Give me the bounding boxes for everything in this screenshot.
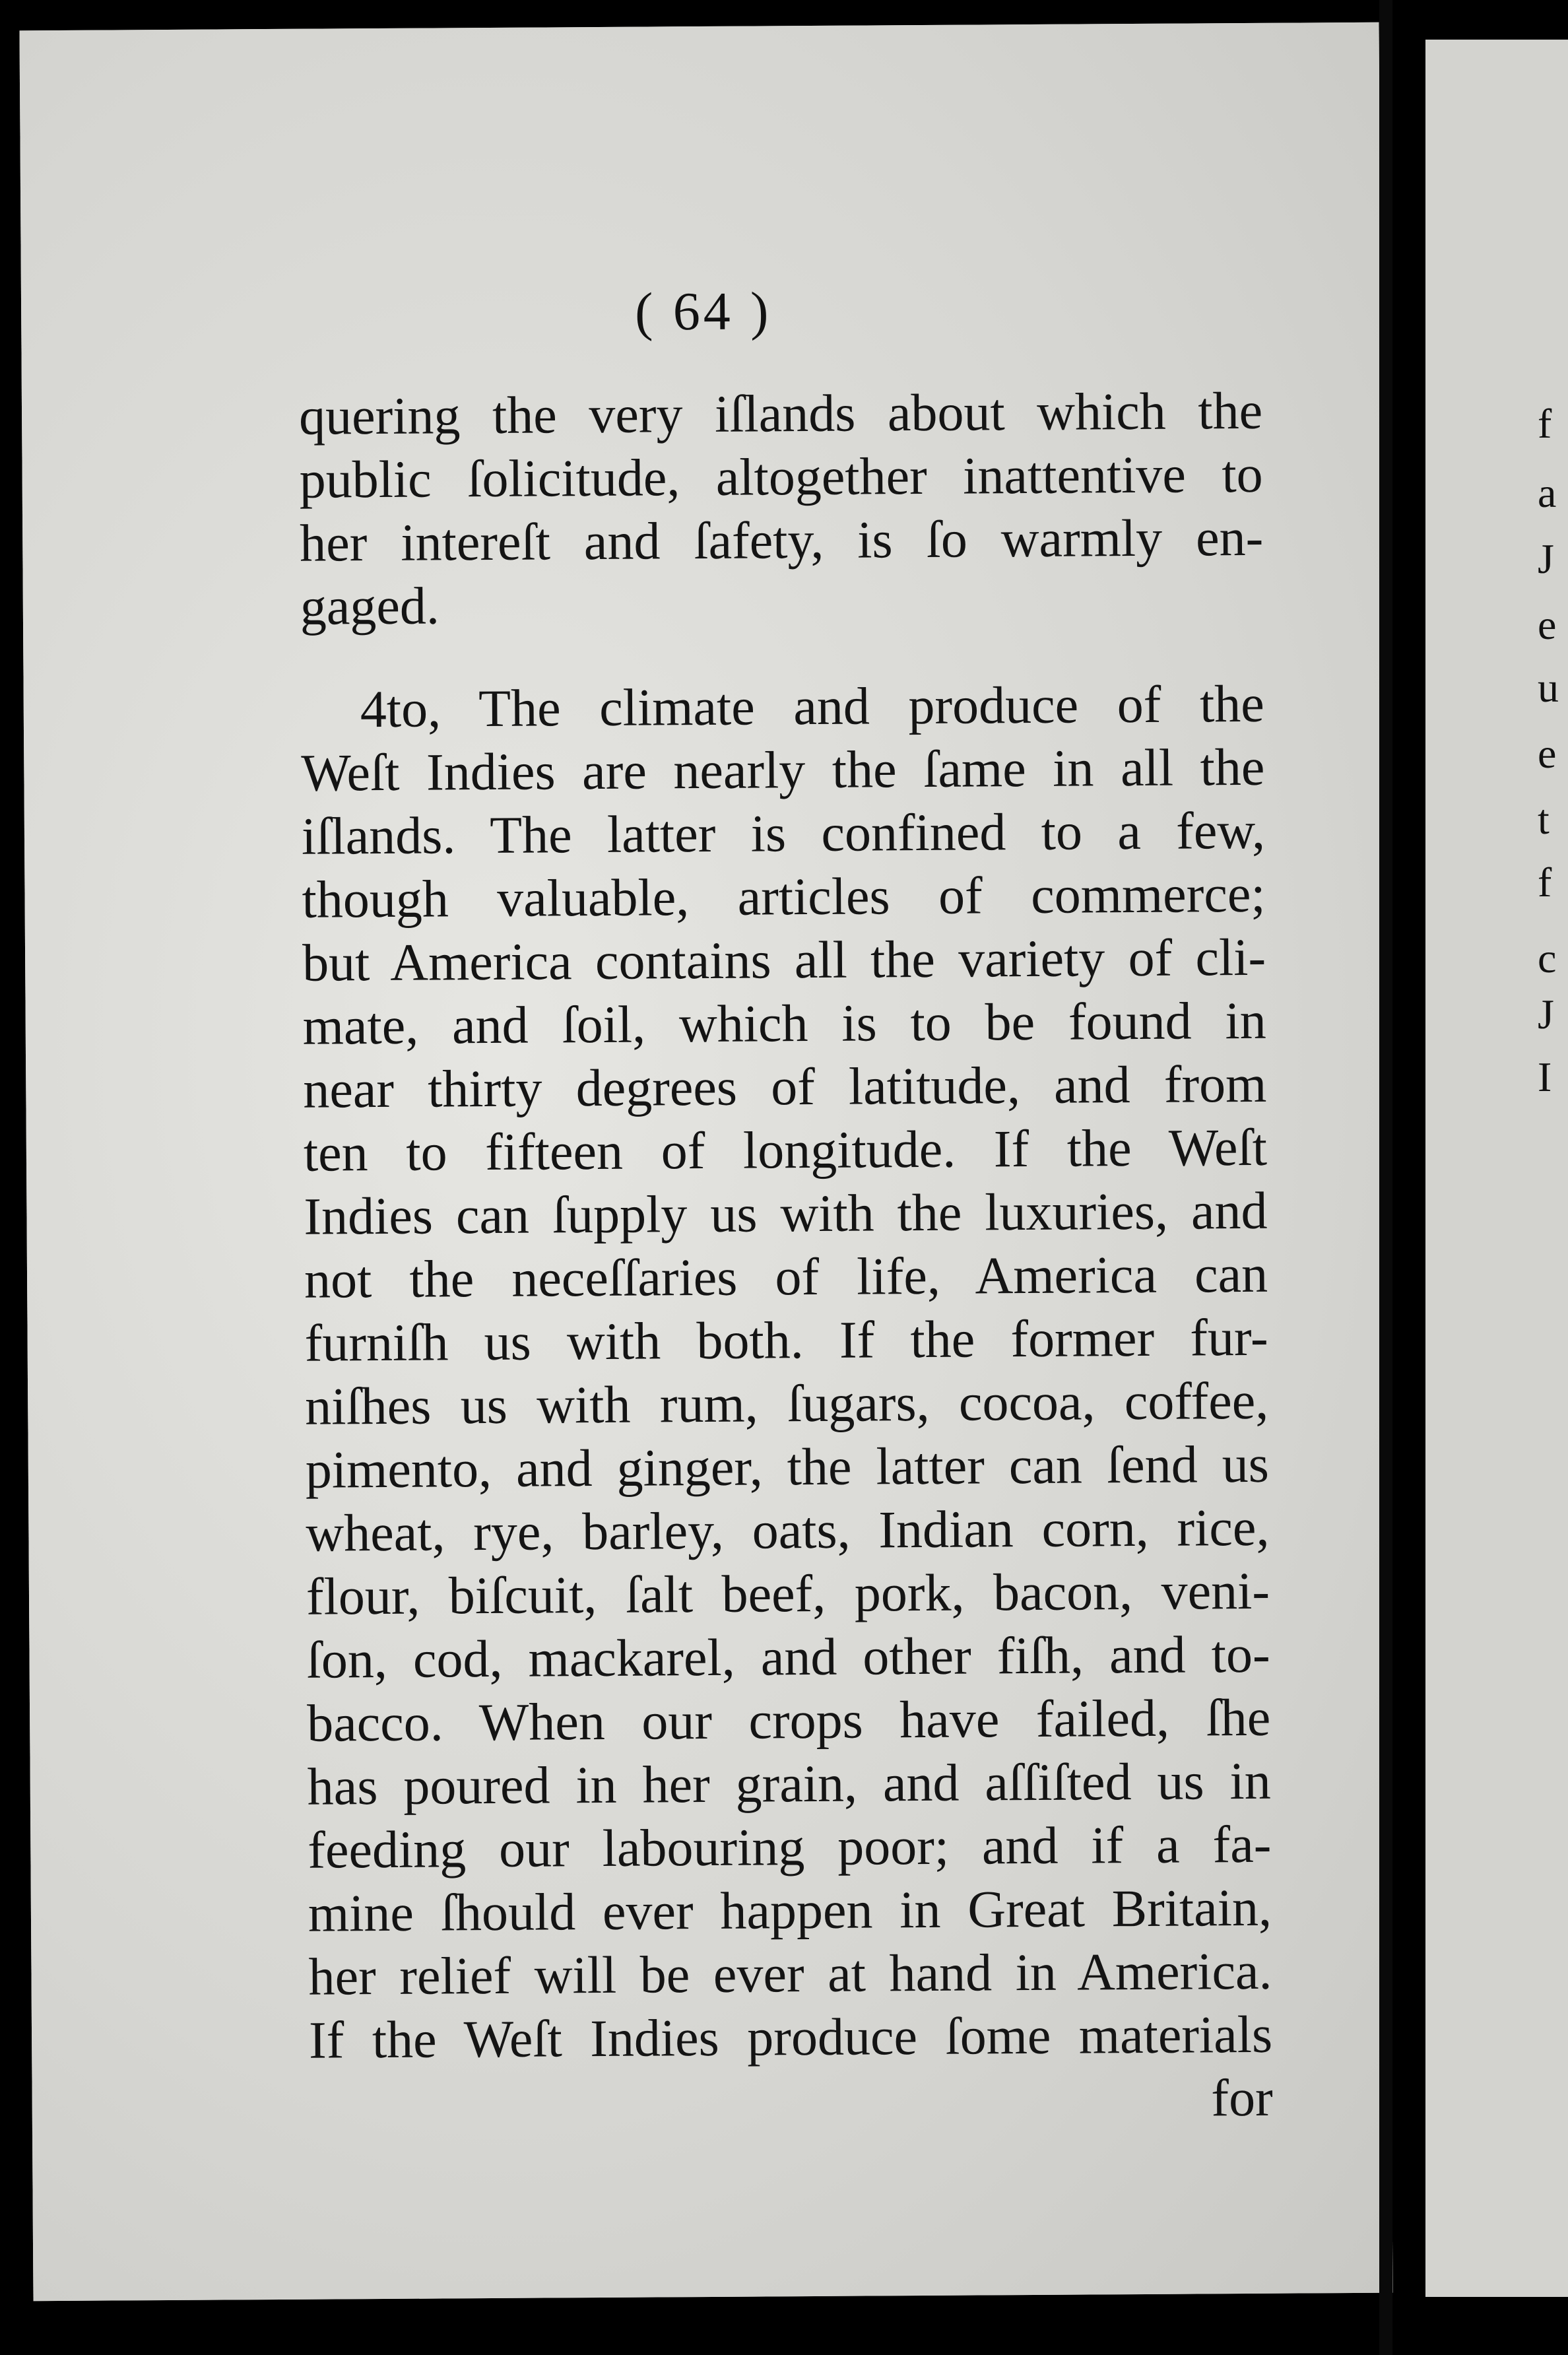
book-page — [20, 22, 1393, 2302]
text-line: not the neceſſaries of life, America can — [304, 1245, 1268, 1310]
text-line: pimento, and ginger, the latter can ſend us — [305, 1435, 1270, 1500]
text-line: her relief will be ever at hand in America. — [308, 1942, 1272, 2007]
text-line: her intereſt and ſafety, is ſo warmly en- — [300, 508, 1264, 573]
body-text — [299, 380, 1273, 2136]
book-gutter — [1379, 0, 1392, 2355]
text-line: If the Weſt Indies produce ſome materials — [308, 2005, 1273, 2070]
adjacent-page-glyph: t — [1538, 796, 1550, 843]
text-line: has poured in her grain, and aſſiſted us in — [307, 1752, 1272, 1816]
adjacent-page-glyph: I — [1538, 1053, 1552, 1100]
adjacent-page-glyph: f — [1538, 859, 1552, 906]
text-line: niſhes us with rum, ſugars, cocoa, coffee, — [304, 1372, 1269, 1436]
adjacent-page-glyph: c — [1538, 935, 1557, 981]
adjacent-page-glyph: J — [1538, 535, 1554, 582]
page-number: ( 64 ) — [634, 281, 772, 342]
text-line: but America contains all the variety of cli- — [302, 928, 1266, 993]
adjacent-page-glyph: J — [1538, 991, 1554, 1038]
adjacent-page-glyph: a — [1538, 469, 1557, 516]
adjacent-page-glyph: e — [1538, 601, 1557, 648]
text-line: Indies can ſupply us with the luxuries, and — [304, 1181, 1268, 1246]
text-line: furniſh us with both. If the former fur- — [304, 1308, 1268, 1373]
text-line: ſon, cod, mackarel, and other fiſh, and to- — [306, 1625, 1270, 1690]
adjacent-page-glyph: f — [1538, 400, 1552, 447]
text-line: public ſolicitude, altogether inattentive to — [299, 445, 1263, 510]
adjacent-page-glyph: e — [1538, 730, 1557, 777]
text-line: bacco. When our crops have failed, ſhe — [306, 1688, 1271, 1753]
text-line: mine ſhould ever happen in Great Britain, — [308, 1878, 1272, 1943]
text-line: gaged. — [300, 577, 440, 636]
text-line: flour, biſcuit, ſalt beef, pork, bacon, veni- — [306, 1562, 1270, 1626]
text-line: near thirty degrees of latitude, and from — [303, 1055, 1267, 1119]
catchword: for — [1211, 2069, 1273, 2128]
text-line: mate, and ſoil, which is to be found in — [302, 991, 1266, 1056]
text-line: wheat, rye, barley, oats, Indian corn, rice, — [306, 1498, 1270, 1563]
text-line: quering the very iſlands about which the — [298, 381, 1263, 446]
text-line: ten to fifteen of longitude. If the Weſt — [303, 1118, 1268, 1183]
text-line: though valuable, articles of commerce; — [302, 865, 1266, 929]
text-line: Weſt Indies are nearly the ſame in all the — [301, 738, 1265, 803]
adjacent-page-glyph: u — [1538, 664, 1559, 711]
text-line: iſlands. The latter is confined to a few, — [301, 801, 1266, 866]
text-line: feeding our labouring poor; and if a fa- — [308, 1815, 1272, 1880]
adjacent-page-edge — [1425, 40, 1568, 2297]
text-line: 4to, The climate and produce of the — [360, 675, 1265, 739]
